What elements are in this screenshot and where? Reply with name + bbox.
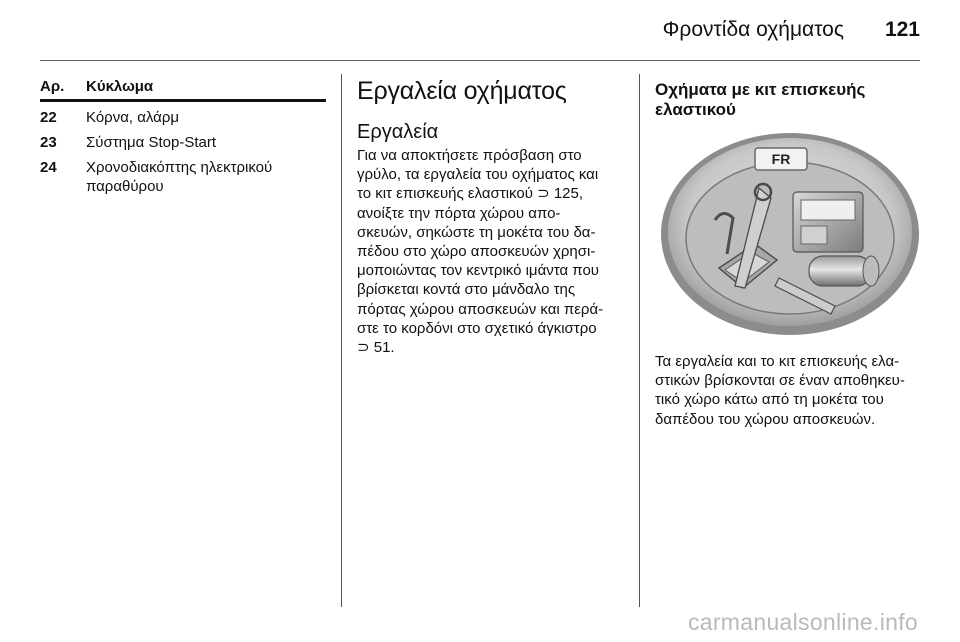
column-header-number: Αρ. [40, 78, 65, 95]
section-subtitle: Εργαλεία [357, 121, 439, 143]
column-header-circuit: Κύκλωμα [86, 78, 154, 95]
table-row [40, 133, 326, 152]
fr-label-plate [755, 148, 807, 170]
row-number: 22 [40, 109, 57, 126]
table-row [40, 158, 326, 196]
row-number: 24 [40, 159, 57, 176]
header-title: Φροντίδα οχήματος [662, 18, 844, 41]
figure-caption: Τα εργαλεία και το κιτ επισκευής ελα- στικών βρίσκονται σε έναν αποθηκευ- τικό χώρο κάτω από τη μοκέτα του δαπέδου του χώρου αποσκευών. [655, 353, 905, 428]
section-body: Για να αποκτήσετε πρόσβαση στο γρύλο, τα εργαλεία του οχήματος και το κιτ επισκευής ελαστικού ⊃ 125, ανοίξτε την πόρτα χώρου απο- σκευών, σηκώστε τη μοκέτα του δα- πέδου στο χώρο αποσκευών χρησι- μοποιώντας τον κεντρικό ιμάντα που βρίσκεται κοντά στο μάνδαλο της πόρτας χώρου αποσκευών και περά- στε το κορδόνι στο σχετικό άγκιστρο ⊃ 51. [357, 147, 604, 357]
page-number: 121 [884, 18, 920, 41]
row-label: Χρονοδιακόπτης ηλεκτρικού παραθύρου [86, 159, 273, 195]
column-divider-left [341, 74, 342, 607]
row-label: Κόρνα, αλάρμ [86, 109, 179, 126]
header-divider [40, 60, 920, 61]
tools-compartment-illustration [659, 128, 921, 338]
column-divider-right [639, 74, 640, 607]
fuse-table [40, 78, 326, 196]
repair-kit-title: Οχήματα με κιτ επισκευής ελαστικού [655, 80, 866, 119]
table-header [40, 78, 326, 102]
repair-kit-section [655, 80, 923, 120]
figure-label: FR [771, 151, 791, 167]
watermark: carmanualsonline.info [687, 609, 918, 635]
row-label: Σύστημα Stop-Start [86, 134, 217, 151]
section-title: Εργαλεία οχήματος [357, 77, 567, 105]
tools-section [357, 76, 629, 357]
table-row [40, 108, 326, 127]
row-number: 23 [40, 134, 57, 151]
page-header [0, 0, 960, 62]
